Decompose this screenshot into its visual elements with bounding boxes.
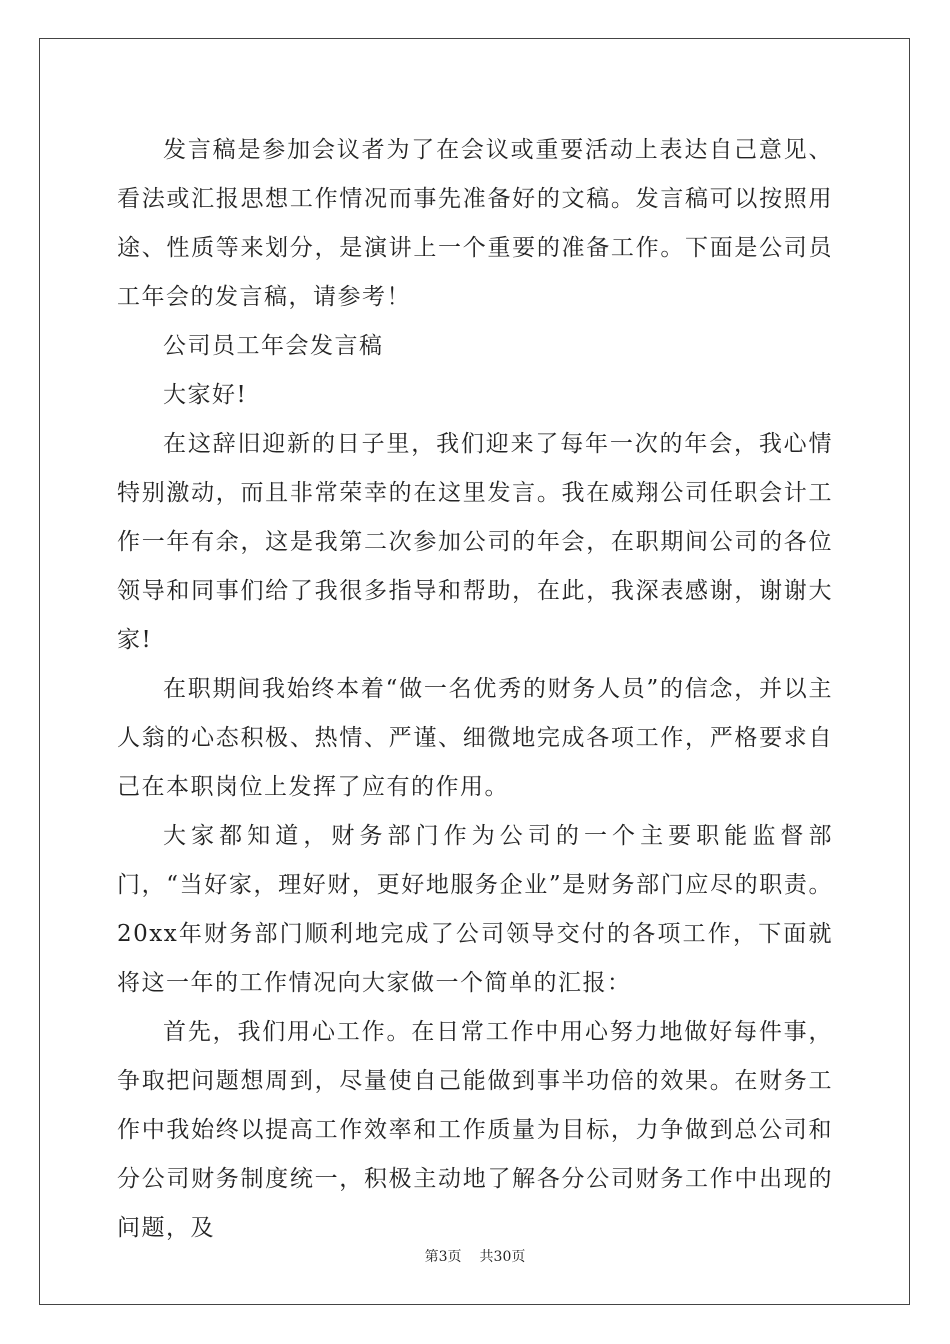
paragraph-body-1: 在这辞旧迎新的日子里，我们迎来了每年一次的年会，我心情特别激动，而且非常荣幸的在这里发言。我在威翔公司任职会计工作一年有余，这是我第二次参加公司的年会，在职期间公司的各位领导和同事们给了我很多指导和帮助，在此，我深表感谢，谢谢大家! [117,431,833,653]
paragraph-body-4: 首先，我们用心工作。在日常工作中用心努力地做好每件事，争取把问题想周到，尽量使自己能做到事半功倍的效果。在财务工作中我始终以提高工作效率和工作质量为目标，力争做到总公司和分公司财务制度统一，积极主动地了解各分公司财务工作中出现的问题，及 [117,1019,833,1241]
page-footer [0,1246,950,1266]
paragraph-greeting: 大家好! [163,382,248,408]
page-number-total: 共30页 [479,1249,526,1265]
paragraph-body-3: 大家都知道，财务部门作为公司的一个主要职能监督部门，“当好家，理好财，更好地服务企业”是财务部门应尽的职责。20xx年财务部门顺利地完成了公司领导交付的各项工作，下面就将这一年的工作情况向大家做一个简单的汇报： [117,823,833,996]
document-body [117,126,833,1253]
paragraph-title: 公司员工年会发言稿 [163,333,384,359]
paragraph-intro: 发言稿是参加会议者为了在会议或重要活动上表达自己意见、看法或汇报思想工作情况而事先准备好的文稿。发言稿可以按照用途、性质等来划分，是演讲上一个重要的准备工作。下面是公司员工年会的发言稿，请参考！ [117,137,833,310]
page-number-current: 第3页 [424,1249,462,1265]
paragraph-body-2: 在职期间我始终本着“做一名优秀的财务人员”的信念，并以主人翁的心态积极、热情、严谨、细微地完成各项工作，严格要求自己在本职岗位上发挥了应有的作用。 [117,676,833,800]
